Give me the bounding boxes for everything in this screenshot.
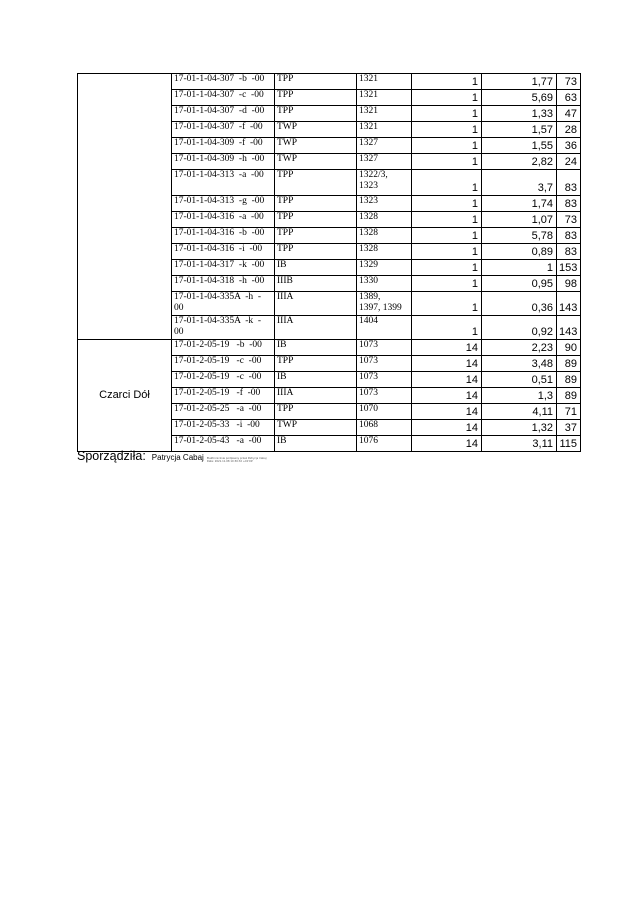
parcel-number-cell: 1321 <box>357 90 412 106</box>
plot-code-cell: 17-01-1-04-307 -c -00 <box>172 90 275 106</box>
plot-code-cell: 17-01-2-05-33 -i -00 <box>172 420 275 436</box>
parcel-number-cell: 1322/3, 1323 <box>357 170 412 196</box>
habitat-type-cell: TPP <box>275 212 357 228</box>
habitat-type-cell: IB <box>275 436 357 452</box>
habitat-type-cell: TWP <box>275 122 357 138</box>
parcel-number-cell: 1327 <box>357 138 412 154</box>
plot-code-cell: 17-01-2-05-19 -c -00 <box>172 356 275 372</box>
district-number-cell: 14 <box>412 340 482 356</box>
habitat-type-cell: TPP <box>275 90 357 106</box>
district-number-cell: 1 <box>412 122 482 138</box>
area-cell: 3,48 <box>482 356 557 372</box>
area-cell: 3,11 <box>482 436 557 452</box>
area-cell: 1,74 <box>482 196 557 212</box>
age-cell: 36 <box>557 138 581 154</box>
habitat-type-cell: IIIA <box>275 388 357 404</box>
habitat-type-cell: IIIA <box>275 292 357 316</box>
age-cell: 143 <box>557 292 581 316</box>
parcel-number-cell: 1070 <box>357 404 412 420</box>
parcel-number-cell: 1330 <box>357 276 412 292</box>
parcel-number-cell: 1328 <box>357 228 412 244</box>
habitat-type-cell: TPP <box>275 74 357 90</box>
district-number-cell: 14 <box>412 356 482 372</box>
habitat-type-cell: IB <box>275 340 357 356</box>
area-cell: 0,92 <box>482 316 557 340</box>
signature-line: Elektronicznie podpisany przez Patrycja Cabaj <box>206 456 267 460</box>
parcel-number-cell: 1321 <box>357 74 412 90</box>
parcel-number-cell: 1327 <box>357 154 412 170</box>
prepared-by-label: Sporządziła: <box>77 449 146 463</box>
district-number-cell: 1 <box>412 138 482 154</box>
area-cell: 1,55 <box>482 138 557 154</box>
age-cell: 28 <box>557 122 581 138</box>
plot-code-cell: 17-01-1-04-316 -b -00 <box>172 228 275 244</box>
parcel-number-cell: 1328 <box>357 212 412 228</box>
habitat-type-cell: TWP <box>275 138 357 154</box>
age-cell: 47 <box>557 106 581 122</box>
parcel-number-cell: 1404 <box>357 316 412 340</box>
parcel-number-cell: 1328 <box>357 244 412 260</box>
parcel-number-cell: 1068 <box>357 420 412 436</box>
parcel-number-cell: 1321 <box>357 122 412 138</box>
habitat-type-cell: TWP <box>275 154 357 170</box>
age-cell: 83 <box>557 196 581 212</box>
plot-code-cell: 17-01-2-05-19 -c -00 <box>172 372 275 388</box>
habitat-type-cell: IIIB <box>275 276 357 292</box>
area-cell: 1,33 <box>482 106 557 122</box>
district-number-cell: 1 <box>412 154 482 170</box>
habitat-type-cell: TPP <box>275 228 357 244</box>
area-cell: 1,77 <box>482 74 557 90</box>
area-cell: 1,07 <box>482 212 557 228</box>
plot-code-cell: 17-01-1-04-307 -d -00 <box>172 106 275 122</box>
district-number-cell: 14 <box>412 436 482 452</box>
area-cell: 1,3 <box>482 388 557 404</box>
author-name: Patrycja Cabaj <box>151 453 204 462</box>
parcel-number-cell: 1073 <box>357 356 412 372</box>
plot-code-cell: 17-01-1-04-307 -b -00 <box>172 74 275 90</box>
district-number-cell: 14 <box>412 420 482 436</box>
age-cell: 89 <box>557 372 581 388</box>
age-cell: 89 <box>557 388 581 404</box>
area-cell: 4,11 <box>482 404 557 420</box>
district-number-cell: 1 <box>412 212 482 228</box>
habitat-type-cell: IIIA <box>275 316 357 340</box>
table-row <box>78 340 581 356</box>
age-cell: 24 <box>557 154 581 170</box>
area-cell: 2,23 <box>482 340 557 356</box>
district-number-cell: 1 <box>412 90 482 106</box>
district-number-cell: 1 <box>412 74 482 90</box>
plot-code-cell: 17-01-2-05-19 -b -00 <box>172 340 275 356</box>
district-number-cell: 1 <box>412 228 482 244</box>
area-cell: 3,7 <box>482 170 557 196</box>
age-cell: 73 <box>557 74 581 90</box>
area-cell: 0,89 <box>482 244 557 260</box>
habitat-type-cell: TPP <box>275 106 357 122</box>
habitat-type-cell: TWP <box>275 420 357 436</box>
plot-code-cell: 17-01-1-04-309 -h -00 <box>172 154 275 170</box>
district-number-cell: 1 <box>412 244 482 260</box>
plot-code-cell: 17-01-2-05-25 -a -00 <box>172 404 275 420</box>
plot-code-cell: 17-01-1-04-309 -f -00 <box>172 138 275 154</box>
parcel-number-cell: 1073 <box>357 388 412 404</box>
parcel-number-cell: 1329 <box>357 260 412 276</box>
plot-code-cell: 17-01-1-04-335A -h - 00 <box>172 292 275 316</box>
plot-code-cell: 17-01-1-04-316 -i -00 <box>172 244 275 260</box>
age-cell: 83 <box>557 228 581 244</box>
plot-code-cell: 17-01-1-04-307 -f -00 <box>172 122 275 138</box>
district-number-cell: 1 <box>412 260 482 276</box>
plot-code-cell: 17-01-1-04-313 -a -00 <box>172 170 275 196</box>
village-name-cell: Czarci Dół <box>78 340 172 452</box>
age-cell: 37 <box>557 420 581 436</box>
district-number-cell: 1 <box>412 106 482 122</box>
plot-code-cell: 17-01-2-05-19 -f -00 <box>172 388 275 404</box>
age-cell: 153 <box>557 260 581 276</box>
age-cell: 143 <box>557 316 581 340</box>
parcel-number-cell: 1321 <box>357 106 412 122</box>
district-number-cell: 1 <box>412 196 482 212</box>
district-number-cell: 14 <box>412 372 482 388</box>
parcel-number-cell: 1076 <box>357 436 412 452</box>
village-cell-empty <box>78 74 172 340</box>
parcel-number-cell: 1073 <box>357 340 412 356</box>
parcel-number-cell: 1073 <box>357 372 412 388</box>
area-cell: 5,69 <box>482 90 557 106</box>
prepared-by-footer <box>77 449 266 463</box>
age-cell: 90 <box>557 340 581 356</box>
district-number-cell: 1 <box>412 292 482 316</box>
age-cell: 83 <box>557 244 581 260</box>
age-cell: 71 <box>557 404 581 420</box>
area-cell: 1,57 <box>482 122 557 138</box>
habitat-type-cell: TPP <box>275 196 357 212</box>
habitat-type-cell: TPP <box>275 244 357 260</box>
area-cell: 0,51 <box>482 372 557 388</box>
habitat-type-cell: TPP <box>275 170 357 196</box>
district-number-cell: 1 <box>412 170 482 196</box>
age-cell: 63 <box>557 90 581 106</box>
age-cell: 115 <box>557 436 581 452</box>
district-number-cell: 1 <box>412 316 482 340</box>
habitat-type-cell: IB <box>275 372 357 388</box>
area-cell: 0,95 <box>482 276 557 292</box>
forest-plots-table <box>77 73 581 452</box>
area-cell: 1 <box>482 260 557 276</box>
age-cell: 98 <box>557 276 581 292</box>
age-cell: 73 <box>557 212 581 228</box>
table-row <box>78 74 581 90</box>
age-cell: 83 <box>557 170 581 196</box>
habitat-type-cell: TPP <box>275 356 357 372</box>
parcel-number-cell: 1389, 1397, 1399 <box>357 292 412 316</box>
habitat-type-cell: TPP <box>275 404 357 420</box>
district-number-cell: 1 <box>412 276 482 292</box>
electronic-signature <box>207 457 267 463</box>
plot-code-cell: 17-01-2-05-43 -a -00 <box>172 436 275 452</box>
area-cell: 0,36 <box>482 292 557 316</box>
plot-code-cell: 17-01-1-04-335A -k - 00 <box>172 316 275 340</box>
district-number-cell: 14 <box>412 388 482 404</box>
plot-code-cell: 17-01-1-04-313 -g -00 <box>172 196 275 212</box>
plot-code-cell: 17-01-1-04-318 -h -00 <box>172 276 275 292</box>
area-cell: 2,82 <box>482 154 557 170</box>
area-cell: 1,32 <box>482 420 557 436</box>
district-number-cell: 14 <box>412 404 482 420</box>
plot-code-cell: 17-01-1-04-316 -a -00 <box>172 212 275 228</box>
age-cell: 89 <box>557 356 581 372</box>
area-cell: 5,78 <box>482 228 557 244</box>
habitat-type-cell: IB <box>275 260 357 276</box>
plot-code-cell: 17-01-1-04-317 -k -00 <box>172 260 275 276</box>
signature-date: Data: 2021.11.08 10:30:32 +01'00' <box>206 459 254 463</box>
parcel-number-cell: 1323 <box>357 196 412 212</box>
